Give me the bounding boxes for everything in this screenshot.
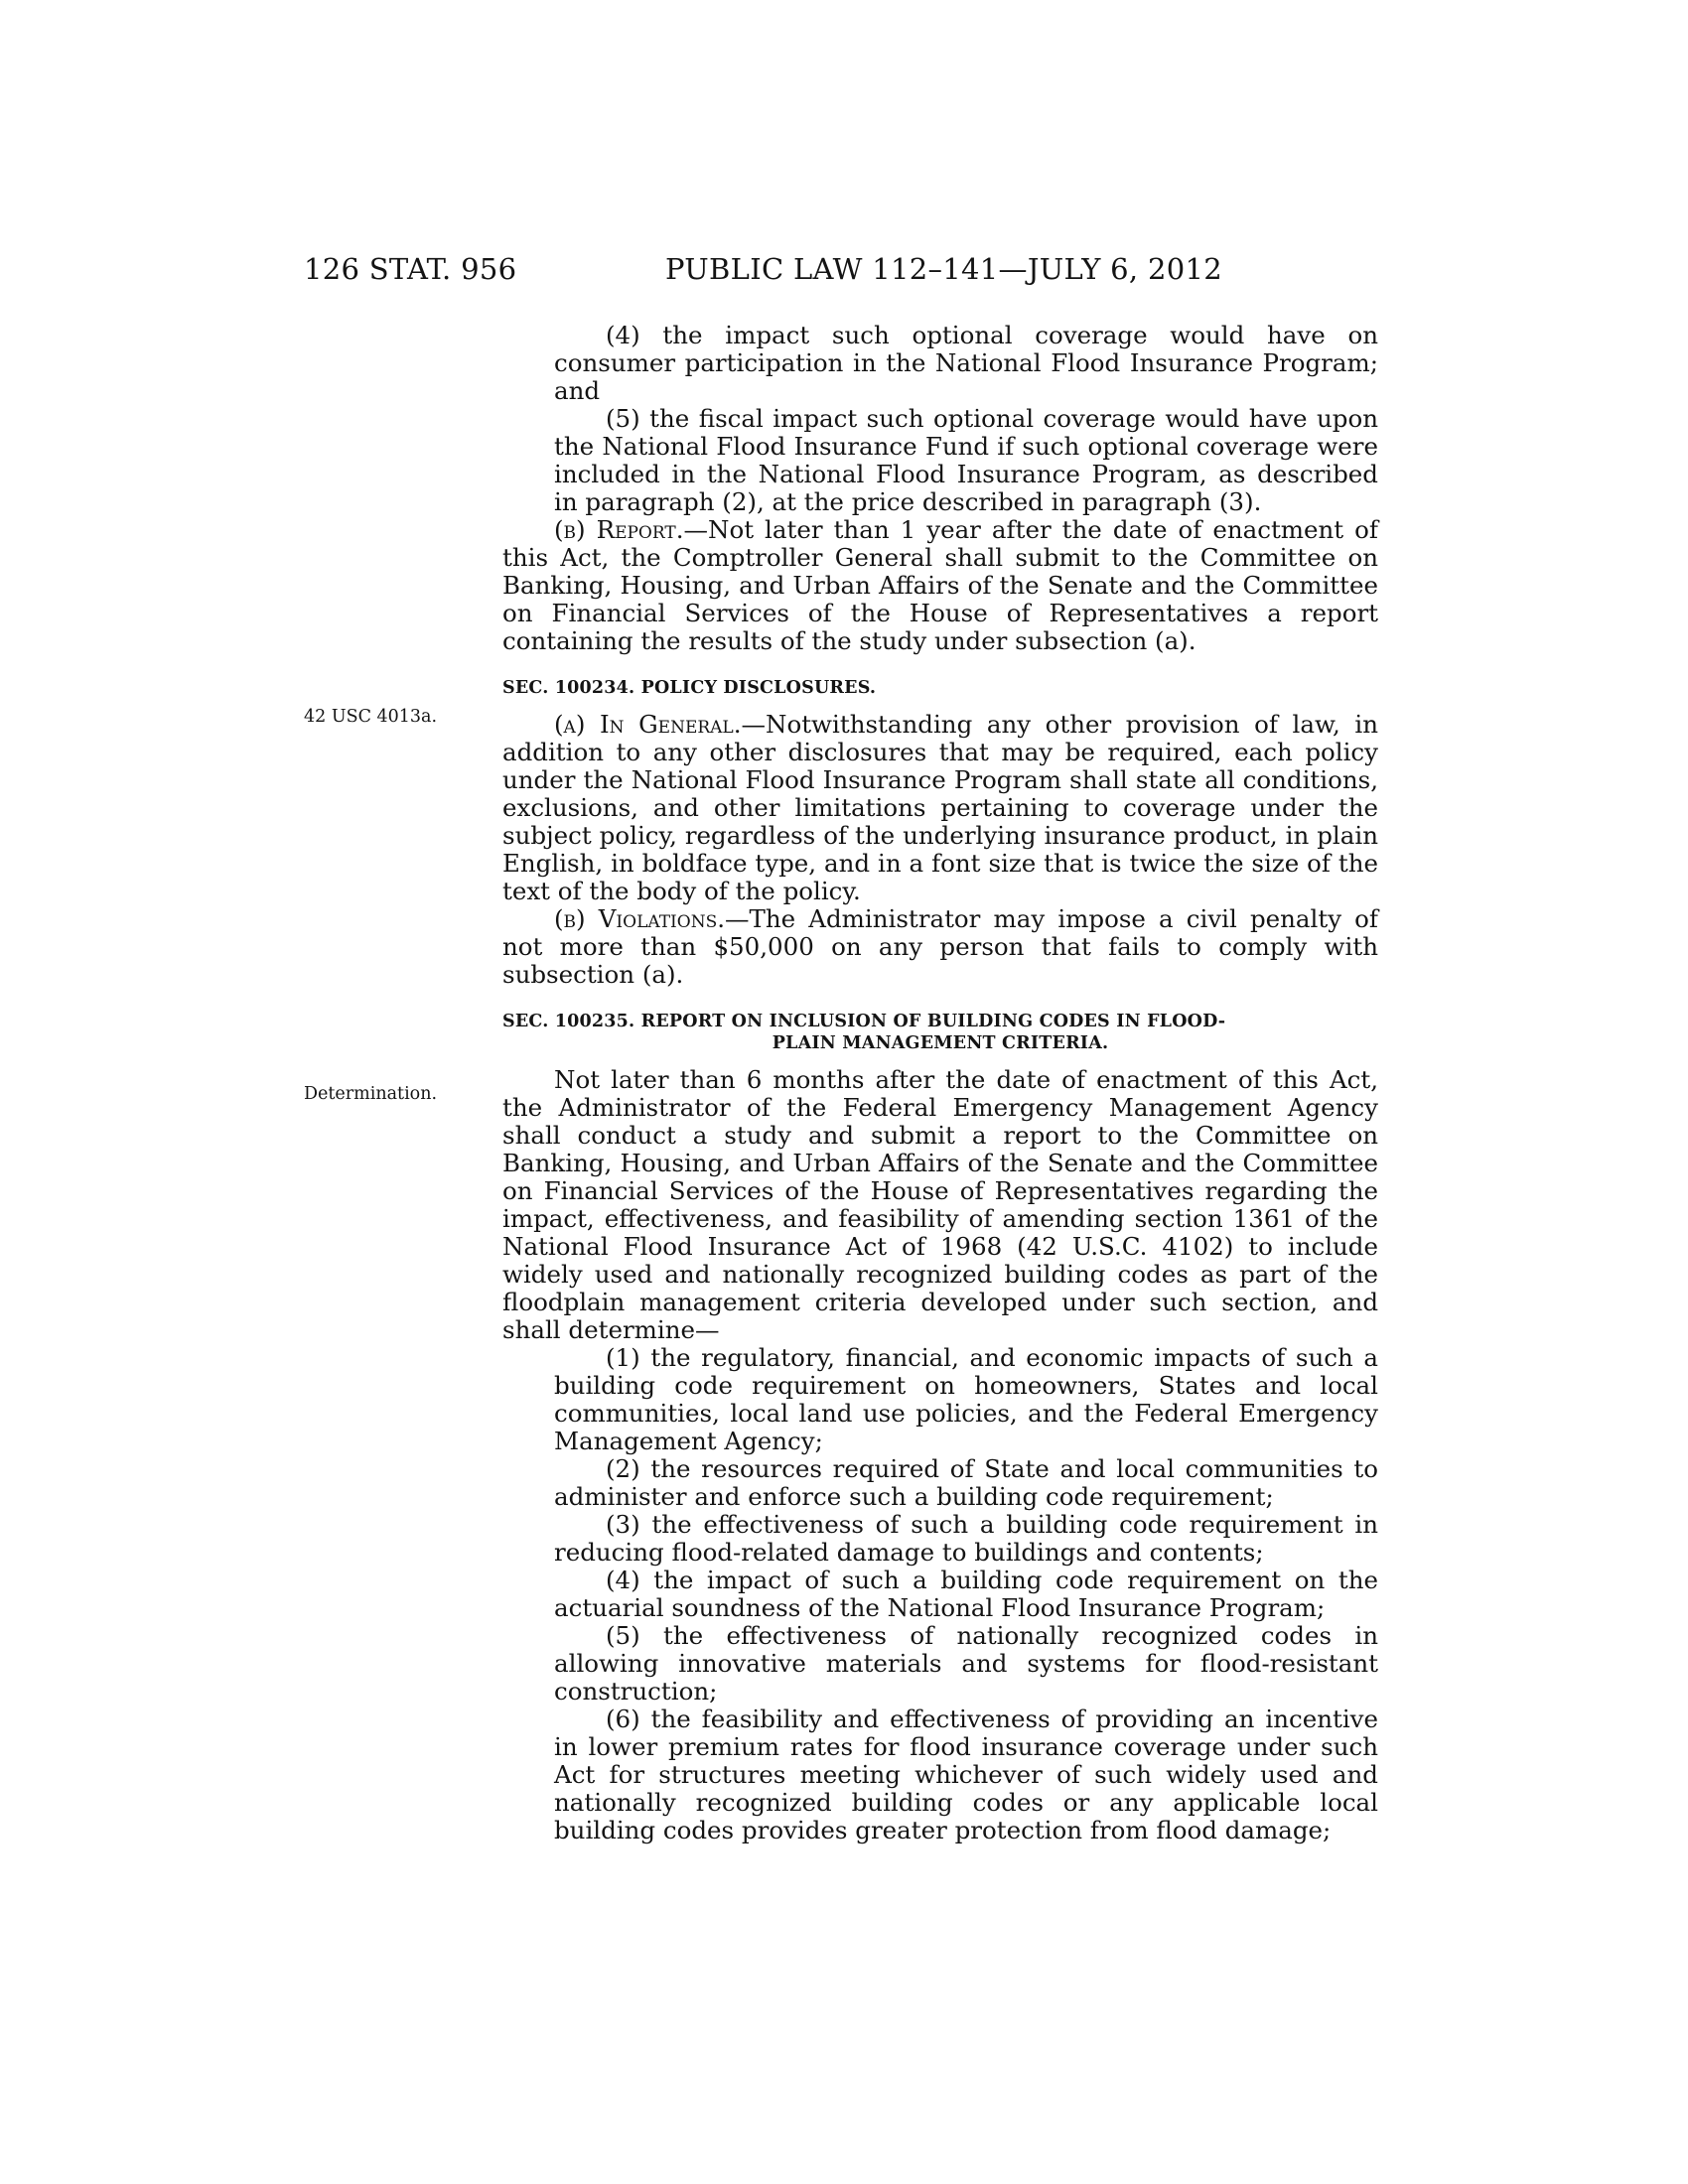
list-item: (6) the feasibility and effectiveness of providing an incentive in lower premium rates for flood insurance coverage under such Act for structures meeting whichever of such widely used and nationally recognized building codes or any applicable local building codes provides greater protection from flood damage; xyxy=(554,1705,1378,1844)
list-item: (2) the resources required of State and local communities to administer and enforce such a building code requirement; xyxy=(554,1454,1378,1511)
paragraph-item-4: (4) the impact such optional coverage would have on consumer participation in the National Flood Insurance Program; and xyxy=(554,321,1378,405)
list-item: (1) the regulatory, financial, and economic impacts of such a building code requirement on homeowners, States and local communities, local land use policies, and the Federal Emergency Management Agency; xyxy=(554,1343,1378,1455)
page-reference: 126 STAT. 956 xyxy=(304,252,517,286)
subsection-b-violations-text: —The Administrator may impose a civil penalty of not more than $50,000 on any person that fails to comply with subsection (a). xyxy=(502,904,1378,989)
subsection-a-label: (a) In General. xyxy=(554,710,742,739)
paragraph-item-5: (5) the fiscal impact such optional coverage would have upon the National Flood Insurance Fund if such optional coverage were included in the National Flood Insurance Program, as described in paragraph (2), at the price described in paragraph (3). xyxy=(554,404,1378,516)
subsection-b-violations xyxy=(502,905,1378,989)
subsection-a-general xyxy=(502,711,1378,905)
list-item: (5) the effectiveness of nationally recognized codes in allowing innovative materials and systems for flood-resistant construction; xyxy=(554,1621,1378,1706)
section-heading-100235 xyxy=(502,1011,1378,1054)
running-title: PUBLIC LAW 112–141—JULY 6, 2012 xyxy=(665,252,1222,286)
section-heading-line-1: SEC. 100235. REPORT ON INCLUSION OF BUILDING CODES IN FLOOD- xyxy=(502,1012,1226,1031)
section-100235-intro: Not later than 6 months after the date of enactment of this Act, the Administrator of the Federal Emergency Management Agency shall conduct a study and submit a report to the Committee on Banking, Housing, and Urban Affairs of the Senate and the Committee on Financial Services of the House of Representatives regarding the impact, effectiveness, and feasibility of amending section 1361 of the National Flood Insurance Act of 1968 (42 U.S.C. 4102) to include widely used and nationally recognized building codes as part of the floodplain management criteria developed under such section, and shall determine— xyxy=(502,1065,1378,1344)
section-heading-line-2: PLAIN MANAGEMENT CRITERIA. xyxy=(772,1033,1109,1053)
margin-note-determination: Determination. xyxy=(304,1084,438,1104)
list-item: (3) the effectiveness of such a building code requirement in reducing flood-related damage to buildings and contents; xyxy=(554,1510,1378,1567)
list-item: (4) the impact of such a building code requirement on the actuarial soundness of the National Flood Insurance Program; xyxy=(554,1566,1378,1622)
subsection-b-label: (b) Report. xyxy=(554,515,684,544)
subsection-a-text: —Notwithstanding any other provision of law, in addition to any other disclosures that may be required, each policy under the National Flood Insurance Program shall state all conditions, exclusions, and other limitations pertaining to coverage under the subject policy, regardless of the underlying insurance product, in plain English, in boldface type, and in a font size that is twice the size of the text of the body of the policy. xyxy=(502,710,1378,905)
section-heading-100234: SEC. 100234. POLICY DISCLOSURES. xyxy=(502,678,877,698)
subsection-b-violations-label: (b) Violations. xyxy=(554,904,726,933)
margin-note-usc-citation: 42 USC 4013a. xyxy=(304,707,438,727)
body-column xyxy=(502,322,1378,1844)
subsection-b-text: —Not later than 1 year after the date of enactment of this Act, the Comptroller General shall submit to the Committee on Banking, Housing, and Urban Affairs of the Senate and the Committee on Financial Services of the House of Representatives a report containing the results of the study under subsection (a). xyxy=(502,515,1378,655)
subsection-b-report xyxy=(502,516,1378,655)
